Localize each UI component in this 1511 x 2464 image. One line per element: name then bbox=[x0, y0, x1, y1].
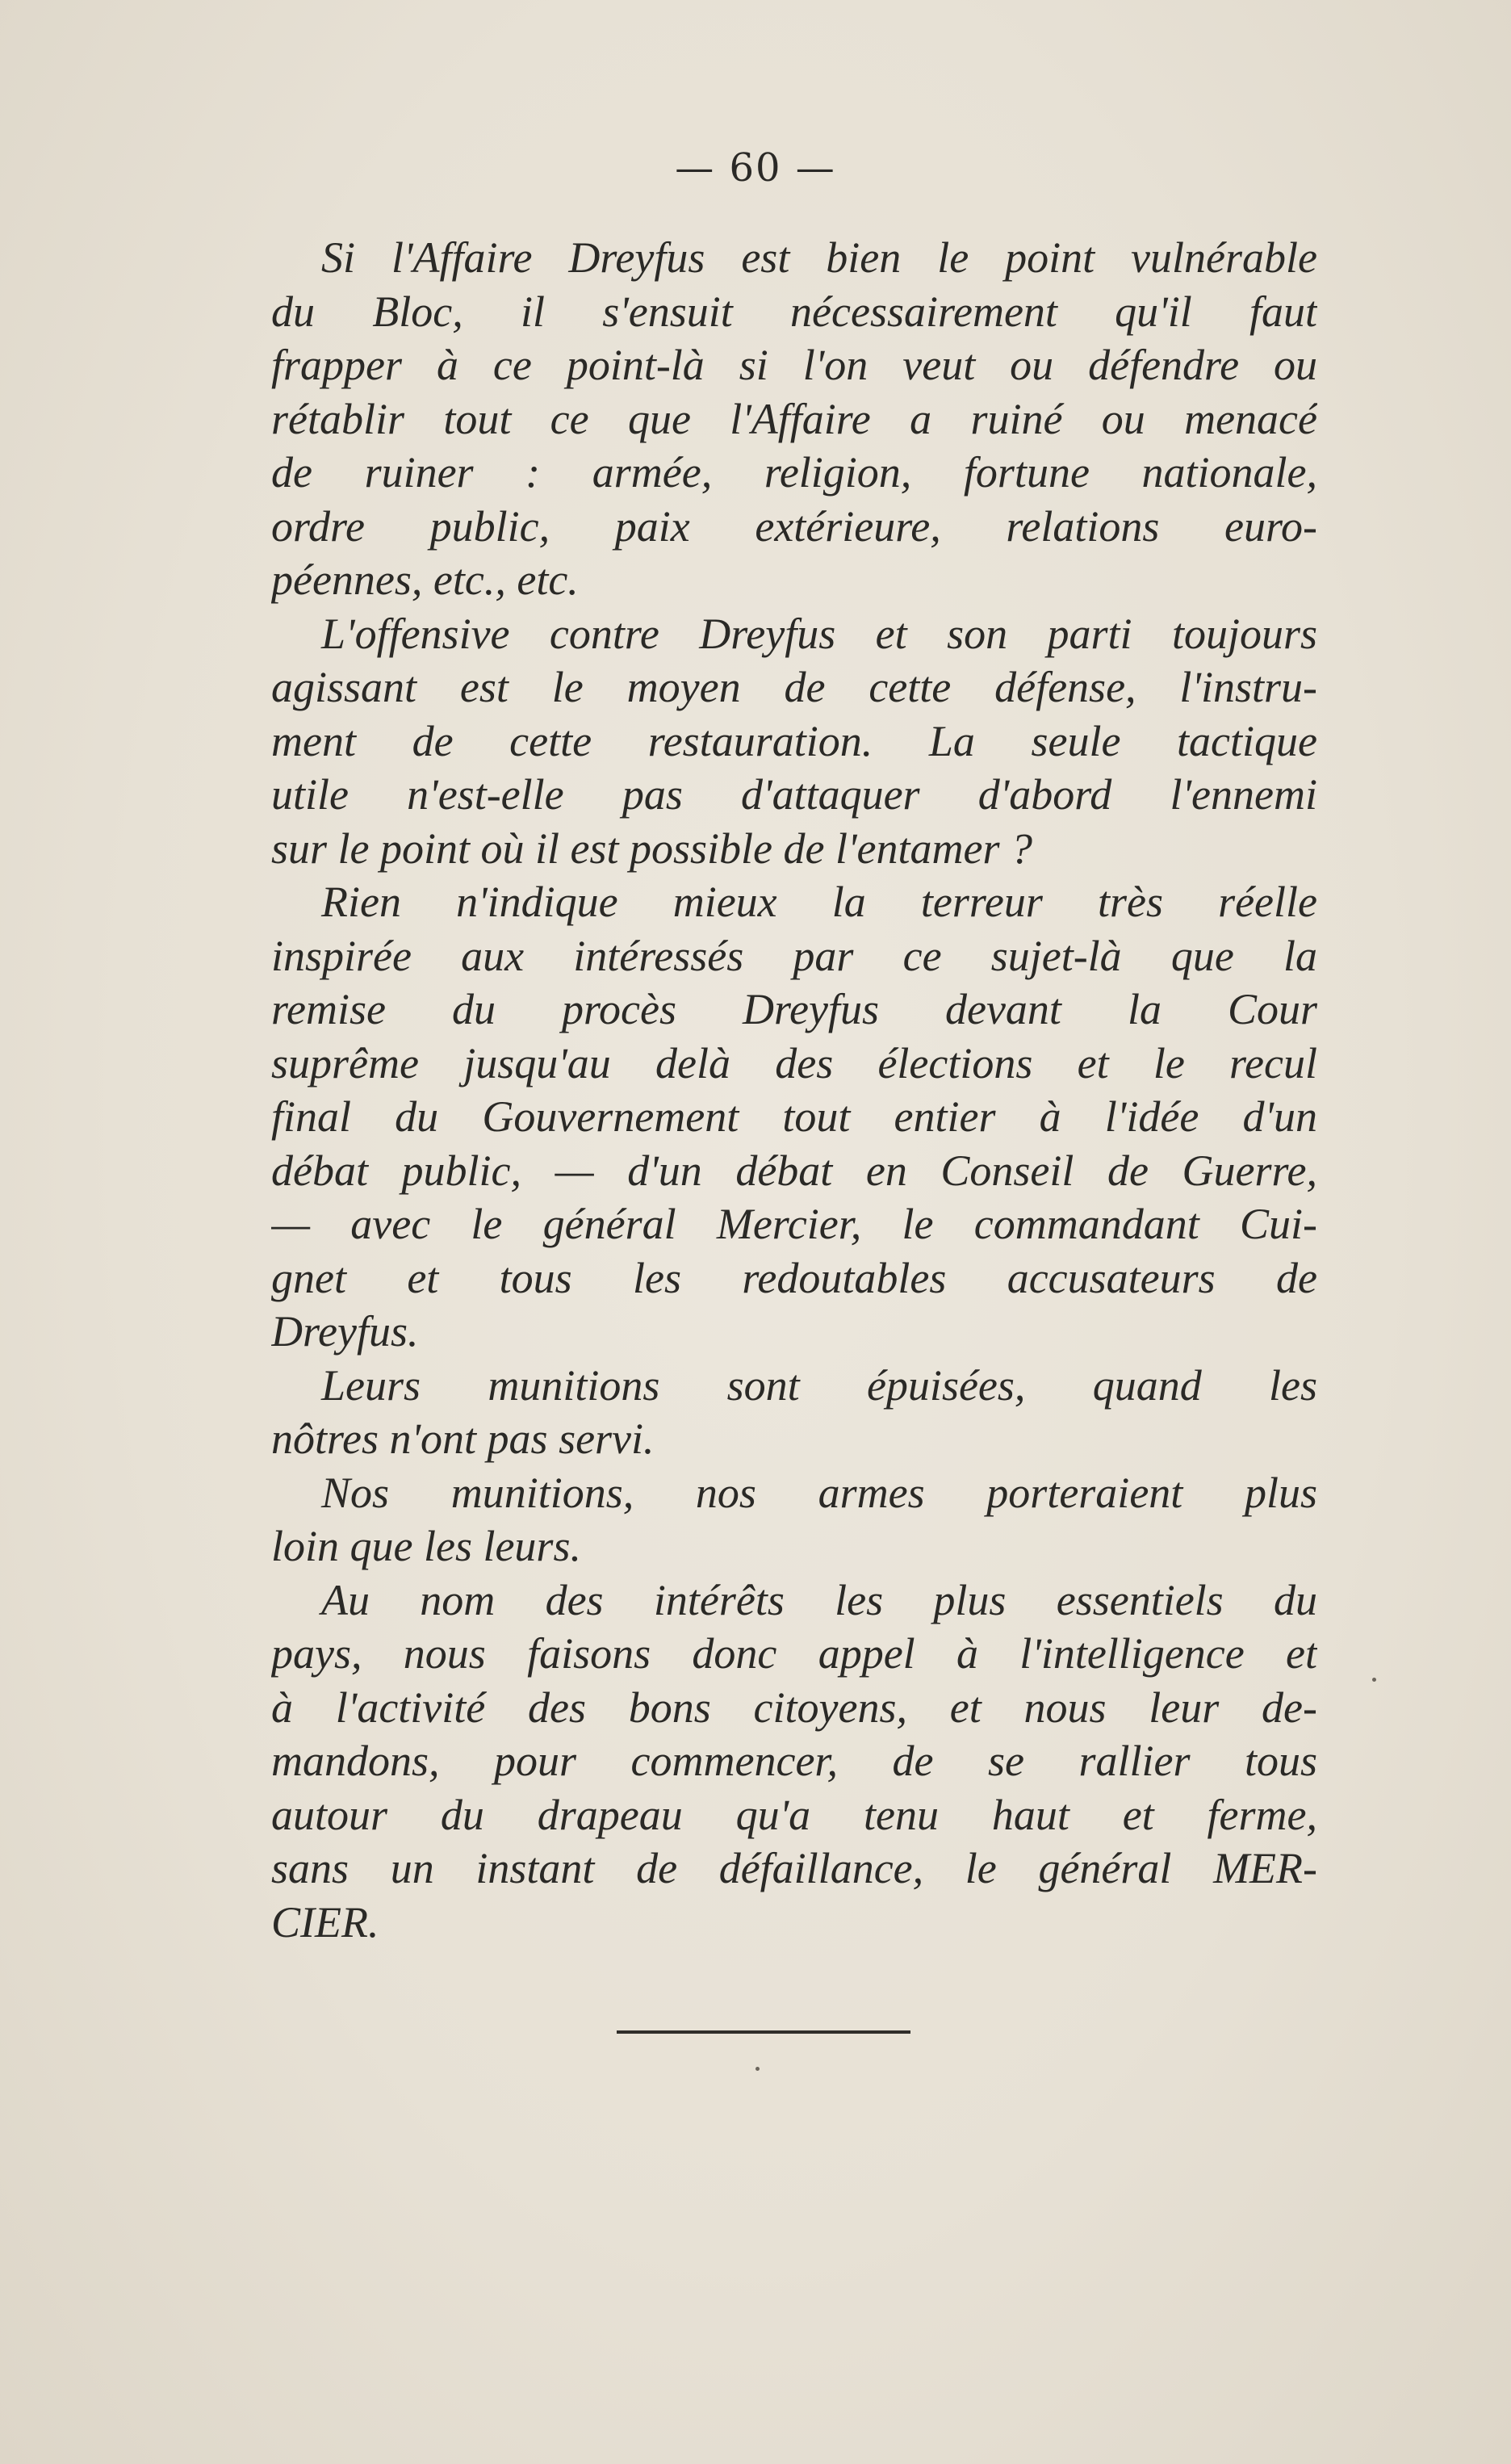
text-line: de ruiner : armée, religion, fortune nationale, bbox=[271, 448, 1317, 497]
text-line: frapper à ce point-là si l'on veut ou défendre ou bbox=[271, 341, 1317, 389]
text-line: sans un instant de défaillance, le général MER- bbox=[271, 1844, 1317, 1892]
text-line: — avec le général Mercier, le commandant Cui- bbox=[271, 1200, 1317, 1248]
page-number: — 60 — bbox=[675, 145, 836, 191]
text-line: pays, nous faisons donc appel à l'intelligence et bbox=[271, 1629, 1317, 1678]
paper-speck bbox=[756, 2067, 760, 2071]
text-line: Au nom des intérêts les plus essentiels du bbox=[321, 1575, 1317, 1624]
text-line: sur le point où il est possible de l'entamer ? bbox=[271, 823, 1032, 873]
text-line: à l'activité des bons citoyens, et nous leur de- bbox=[271, 1682, 1317, 1732]
text-line: agissant est le moyen de cette défense, l'instru- bbox=[271, 663, 1317, 711]
text-line-signature: CIER. bbox=[271, 1897, 379, 1946]
text-line: mandons, pour commencer, de se rallier tous bbox=[271, 1737, 1317, 1785]
body-text bbox=[271, 231, 1317, 1949]
text-line: nôtres n'ont pas servi. bbox=[271, 1414, 655, 1463]
text-line: débat public, — d'un débat en Conseil de Guerre, bbox=[271, 1146, 1317, 1195]
text-line: Nos munitions, nos armes porteraient plus bbox=[321, 1468, 1317, 1517]
text-line: final du Gouvernement tout entier à l'idée d'un bbox=[271, 1092, 1317, 1141]
end-rule bbox=[617, 2030, 910, 2034]
text-line: utile n'est-elle pas d'attaquer d'abord l'ennemi bbox=[271, 770, 1317, 819]
text-line: ordre public, paix extérieure, relations euro- bbox=[271, 501, 1317, 551]
text-line: autour du drapeau qu'a tenu haut et ferme, bbox=[271, 1790, 1317, 1839]
text-line: Leurs munitions sont épuisées, quand les bbox=[321, 1360, 1317, 1410]
text-line: inspirée aux intéressés par ce sujet-là que la bbox=[271, 931, 1317, 980]
text-line: Dreyfus. bbox=[271, 1307, 419, 1356]
text-line: ment de cette restauration. La seule tactique bbox=[271, 716, 1317, 765]
text-line: Rien n'indique mieux la terreur très réelle bbox=[321, 878, 1317, 926]
text-line: rétablir tout ce que l'Affaire a ruiné ou menacé bbox=[271, 394, 1317, 443]
text-line: remise du procès Dreyfus devant la Cour bbox=[271, 985, 1317, 1033]
paper-speck bbox=[1372, 1678, 1376, 1682]
text-line: péennes, etc., etc. bbox=[271, 555, 579, 604]
text-line: loin que les leurs. bbox=[271, 1522, 581, 1570]
text-line: suprême jusqu'au delà des élections et le recul bbox=[271, 1038, 1317, 1087]
text-line: gnet et tous les redoutables accusateurs de bbox=[271, 1253, 1317, 1302]
text-line: Si l'Affaire Dreyfus est bien le point vulnérable bbox=[321, 233, 1317, 282]
text-line: du Bloc, il s'ensuit nécessairement qu'il faut bbox=[271, 287, 1317, 336]
text-line: L'offensive contre Dreyfus et son parti toujours bbox=[321, 609, 1317, 658]
